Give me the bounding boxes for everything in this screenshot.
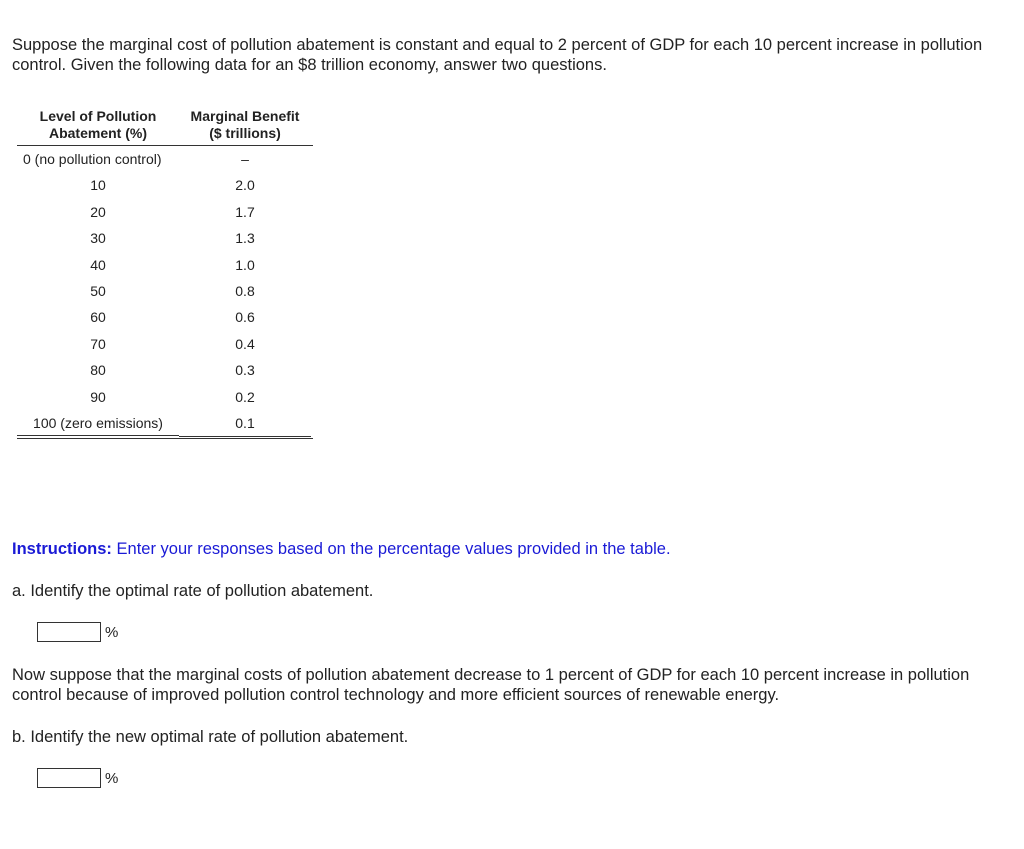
cell-marginal-benefit: 0.1 <box>179 410 311 437</box>
cell-marginal-benefit: 1.7 <box>235 203 255 220</box>
cell-marginal-benefit: 0.4 <box>235 335 255 352</box>
question-a: a. Identify the optimal rate of pollution abatement. <box>12 582 374 600</box>
table-row <box>17 331 313 357</box>
question-b-intro: Now suppose that the marginal costs of pollution abatement decrease to 1 percent of GDP for each 10 percent increase in pollution control because of improved pollution control technology and more efficient sources of renewable energy. <box>12 666 970 704</box>
header-line: Marginal Benefit <box>190 108 300 124</box>
table-row <box>17 304 313 330</box>
cell-marginal-benefit: 0.8 <box>235 282 255 299</box>
table-header <box>17 108 313 146</box>
cell-marginal-benefit: 0.3 <box>235 362 255 379</box>
cell-abatement-level: 80 <box>90 362 106 379</box>
header-line: Abatement (%) <box>48 125 147 141</box>
answer-a-group <box>37 622 118 642</box>
header-line: ($ trillions) <box>209 125 281 141</box>
column-header-marginal-benefit <box>179 108 311 142</box>
answer-b-group <box>37 768 118 788</box>
table-row <box>17 225 313 251</box>
column-header-abatement <box>17 108 179 142</box>
table-row <box>17 252 313 278</box>
cell-marginal-benefit: 0.2 <box>235 388 255 405</box>
table-row <box>17 146 313 172</box>
cell-abatement-level: 100 (zero emissions) <box>17 410 179 436</box>
table-row <box>17 384 313 410</box>
cell-marginal-benefit: 2.0 <box>235 177 255 194</box>
cell-abatement-level: 70 <box>90 335 106 352</box>
instructions-text: Enter your responses based on the percentage values provided in the table. <box>116 540 671 558</box>
table-bottom-rule <box>17 438 313 439</box>
answer-a-input[interactable] <box>37 622 101 642</box>
cell-marginal-benefit: 0.6 <box>235 309 255 326</box>
cell-marginal-benefit: 1.3 <box>235 230 255 247</box>
table-body <box>17 146 313 436</box>
table-row <box>17 172 313 198</box>
percent-unit: % <box>105 623 119 641</box>
instructions <box>12 540 671 559</box>
cell-abatement-level: 90 <box>90 388 106 405</box>
table-row <box>17 357 313 383</box>
instructions-label: Instructions: <box>12 540 112 558</box>
header-line: Level of Pollution <box>39 108 157 124</box>
cell-abatement-level: 20 <box>90 203 106 220</box>
cell-marginal-benefit: – <box>241 151 249 167</box>
table-row <box>17 199 313 225</box>
cell-abatement-level: 40 <box>90 256 106 273</box>
cell-abatement-level: 10 <box>90 177 106 194</box>
cell-marginal-benefit: 1.0 <box>235 256 255 273</box>
abatement-table <box>17 108 313 436</box>
cell-abatement-level: 60 <box>90 309 106 326</box>
question-b: b. Identify the new optimal rate of pollution abatement. <box>12 728 409 746</box>
problem-intro: Suppose the marginal cost of pollution abatement is constant and equal to 2 percent of GDP for each 10 percent increase in pollution control. Given the following data for an $8 trillion economy, answer two questions. <box>12 36 983 74</box>
cell-abatement-level: 0 (no pollution control) <box>23 151 162 167</box>
cell-abatement-level: 50 <box>90 282 106 299</box>
cell-abatement-level: 30 <box>90 230 106 247</box>
table-row <box>17 410 313 436</box>
table-row <box>17 278 313 304</box>
answer-b-input[interactable] <box>37 768 101 788</box>
percent-unit: % <box>105 769 119 787</box>
